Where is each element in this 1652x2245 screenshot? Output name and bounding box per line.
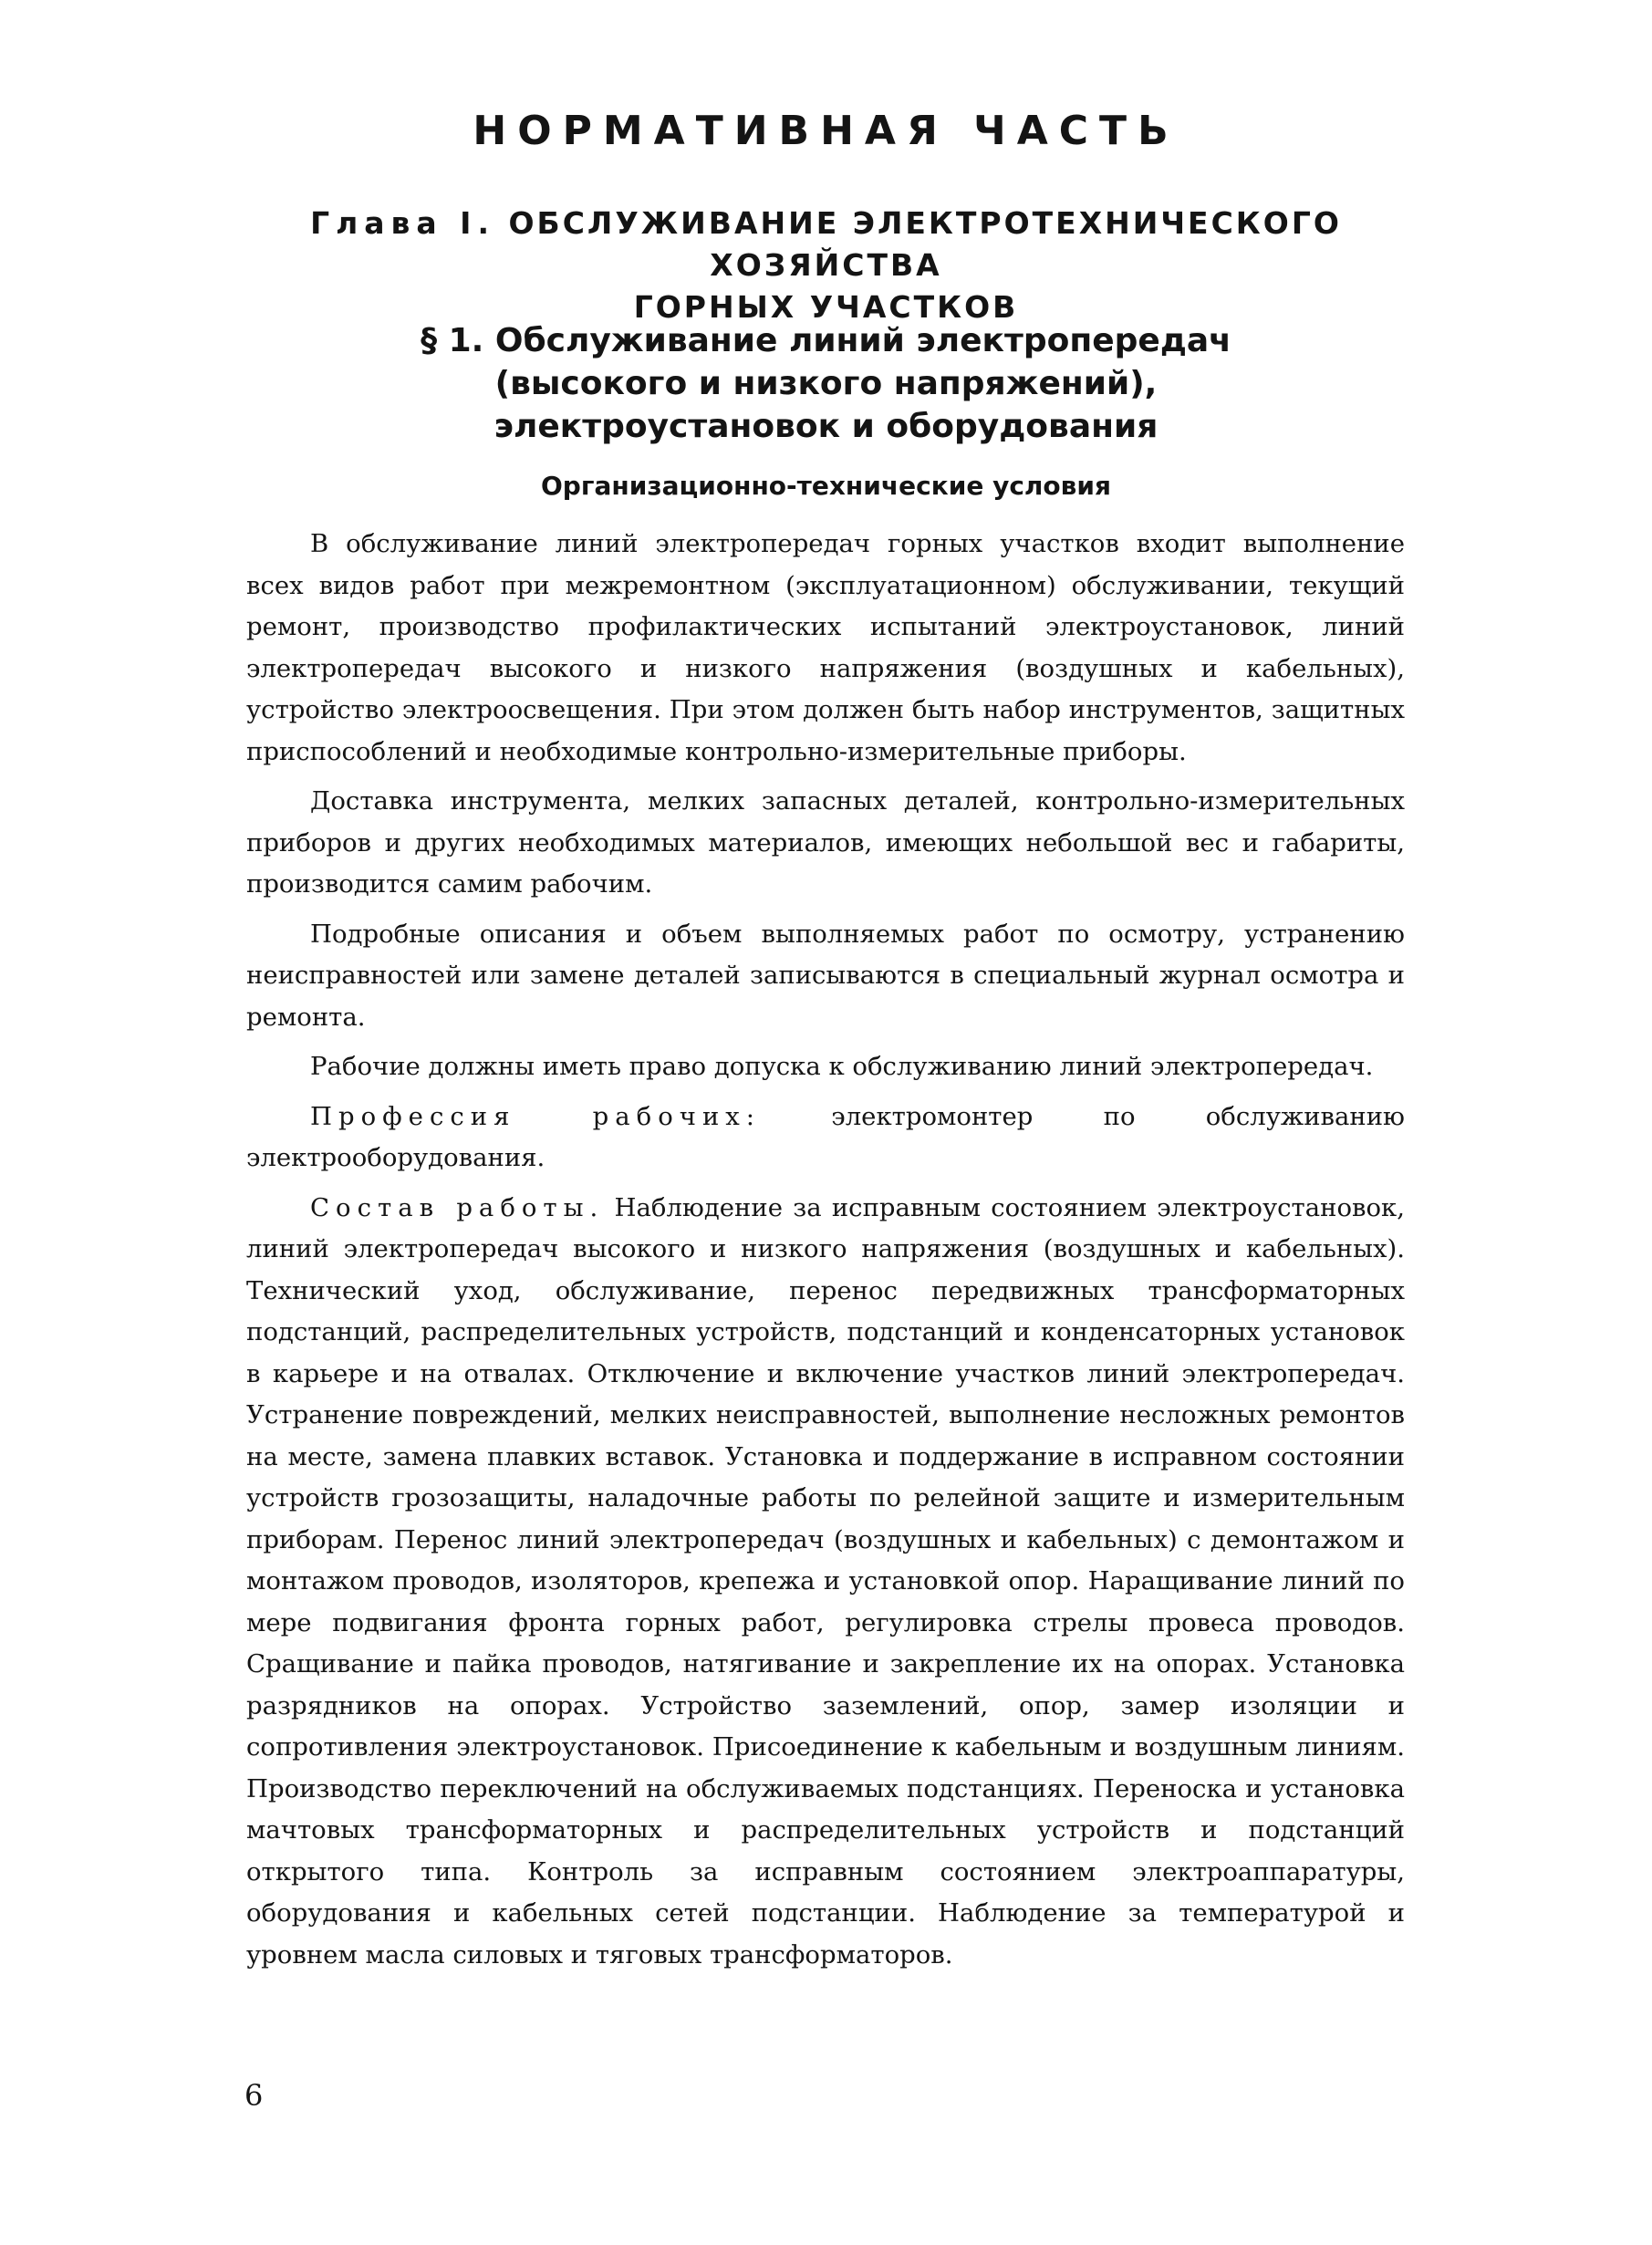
paragraph-work-composition bbox=[246, 1188, 1405, 1977]
subsection-title: Организационно-технические условия bbox=[541, 471, 1111, 501]
section-title bbox=[319, 319, 1333, 448]
chapter-title bbox=[192, 203, 1460, 328]
paragraph-service-scope: В обслуживание линий электропередач горных участков входит выполнение всех видов работ при межремонтном (эксплуатационном) обслуживании, текущий ремонт, производство профилактических испытаний электроустановок, линий электропередач высокого и низкого напряжения (воздушных и кабельных), устройство электроосвещения. При этом должен быть набор инструментов, защитных приспособлений и необходимые контрольно-измерительные приборы. bbox=[246, 529, 1405, 766]
profession-text: электромонтер по обслуживанию электрооборудования. bbox=[246, 1101, 1406, 1172]
section-title-line1: § 1. Обслуживание линий электропередач bbox=[421, 322, 1231, 359]
section-title-line3: электроустановок и оборудования bbox=[494, 408, 1158, 445]
work-composition-text: Наблюдение за исправным состоянием электроустановок, линий электропередач высокого и низкого напряжения (воздушных и кабельных). Технический уход, обслуживание, перенос передвижных трансформаторных подстанций, распределительных устройств, подстанций и конденсаторных установок в карьере и на отвалах. Отключение и включение участков линий электропередач. Устранение повреждений, мелких неисправностей, выполнение несложных ремонтов на месте, замена плавких вставок. Установка и поддержание в исправном состоянии устройств грозозащиты, наладочные работы по релейной защите и измерительным приборам. Перенос линий электропередач (воздушных и кабельных) с демонтажом и монтажом проводов, изоляторов, крепежа и установкой опор. Наращивание линий по мере подвигания фронта горных работ, регулировка стрелы провеса проводов. Сращивание и пайка проводов, натягивание и закрепление их на опорах. Установка разрядников на опорах. Устройство заземлений, опор, замер изоляции и сопротивления электроустановок. Присоединение к кабельным и воздушным линиям. Производство переключений на обслуживаемых подстанциях. Переноска и установка мачтовых трансформаторных и распределительных устройств и подстанций открытого типа. Контроль за исправным состоянием электроаппаратуры, оборудования и кабельных сетей подстанции. Наблюдение за температурой и уровнем масла силовых и тяговых трансформаторов. bbox=[246, 1192, 1405, 1970]
chapter-title-line2: ГОРНЫХ УЧАСТКОВ bbox=[633, 289, 1019, 325]
section-title-line2: (высокого и низкого напряжений), bbox=[494, 365, 1158, 402]
page-number: 6 bbox=[244, 2078, 264, 2113]
paragraph-profession bbox=[246, 1097, 1405, 1180]
paragraph-journal: Подробные описания и объем выполняемых работ по осмотру, устранению неисправностей или замене деталей записываются в специальный журнал осмотра и ремонта. bbox=[246, 919, 1405, 1032]
body-text bbox=[246, 524, 1405, 1984]
part-title: НОРМАТИВНАЯ ЧАСТЬ bbox=[473, 108, 1179, 154]
paragraph-access: Рабочие должны иметь право допуска к обслуживанию линий электропередач. bbox=[310, 1052, 1374, 1081]
paragraph-delivery: Доставка инструмента, мелких запасных деталей, контрольно-измерительных приборов и других необходимых материалов, имеющих небольшой вес и габариты, производится самим рабочим. bbox=[246, 786, 1405, 899]
work-composition-label: Состав работы. bbox=[310, 1192, 605, 1222]
profession-label: Профессия рабочих: bbox=[310, 1101, 762, 1131]
chapter-number: Глава I. bbox=[310, 205, 495, 241]
chapter-title-line1: ОБСЛУЖИВАНИЕ ЭЛЕКТРОТЕХНИЧЕСКОГО ХОЗЯЙСТВА bbox=[508, 205, 1342, 283]
